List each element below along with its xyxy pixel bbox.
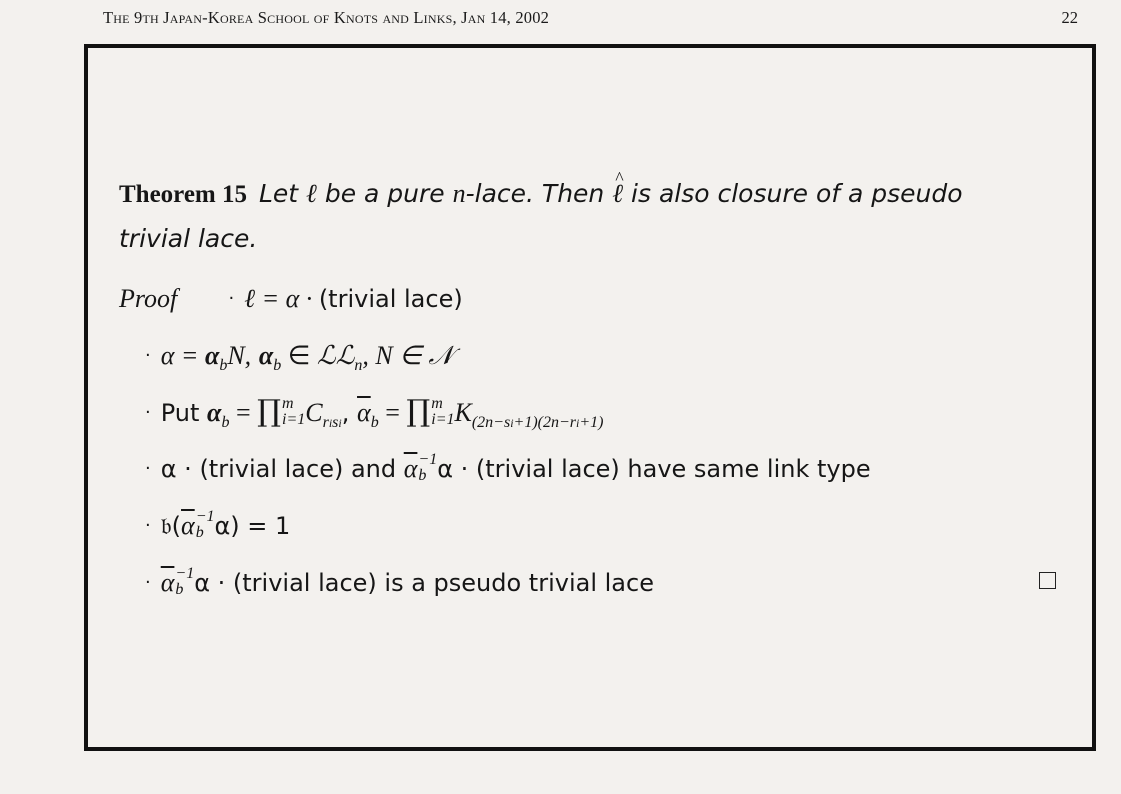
page-number: 22 [1061,8,1078,27]
proof-step-1: Proof · ℓ = α · (trivial lace) [119,284,463,313]
theorem-statement [119,172,1019,261]
proof-step-5: · $𝔟(\overline{\alpha}$ −1 b α) = 1 [145,508,291,541]
theorem-body: Let ℓ be a pure n-lace. Then ^ ℓ is also closure of a pseudo trivial lace. [119,179,963,253]
theorem-label: Theorem 15 [119,181,247,208]
proof-label: Proof [119,284,178,313]
proof-step-2: · $\alpha = \alpha_bN$, $\alpha_b$ ∈ ℒℒ$_n$, N ∈ 𝒩 [145,341,454,374]
proof-step-6: · $\overline{\alpha}$ −1 b α · (trivial lace) is a pseudo trivial lace [145,565,654,598]
proof-step-3: · Put $\alpha_b$ = ∏ m i=1 $C_{risi}$, $\overline{\alpha}_b$ = ∏ m i=1 $K_{(2n-si+1)(2n-ri+1)}$ [145,394,604,431]
proof-step-4: · α · (trivial lace) and $\overline{\alpha}$ −1 b α · (trivial lace) have same link type [145,451,871,484]
qed-box [1039,572,1056,589]
running-head: The 9th Japan-Korea School of Knots and Links, Jan 14, 2002 [103,8,550,27]
